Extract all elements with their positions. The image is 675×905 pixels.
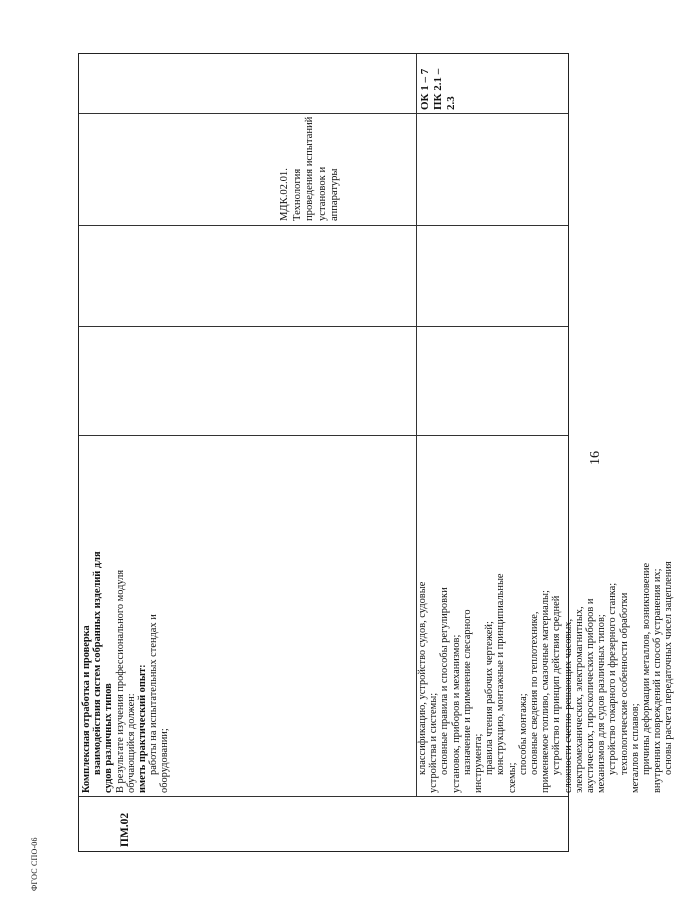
mdk-line: МДК.02.01. — [279, 168, 290, 221]
mdk-line: проведения испытаний — [304, 116, 316, 221]
list-line: сложности счетно-решающих часовых, — [562, 618, 574, 793]
module-title-line: взаимодействия систем собранных изделий для — [92, 551, 104, 775]
list-line: металлов и сплавов; — [629, 703, 641, 793]
list-line: основные правила и способы регулировки — [439, 587, 451, 775]
module-description — [81, 551, 171, 793]
list-line: причины деформации металлов, возникновение — [641, 562, 653, 775]
mdk-line: Технология — [291, 168, 303, 221]
list-line: правила чтения рабочих чертежей; — [484, 621, 496, 775]
list-line: конструкцию, монтажные и принципиальные — [495, 573, 507, 775]
experience-label: иметь практический опыт: — [137, 664, 149, 793]
list-line: схемы; — [506, 762, 518, 793]
footer-text: ФГОС СПО-06 — [30, 837, 39, 891]
list-line: инструмента; — [473, 733, 485, 793]
list-line: устройство токарного и фрезерного станка; — [607, 582, 619, 775]
list-line: технологические особенности обработки — [618, 592, 630, 775]
list-line: установок, приборов и механизмов; — [450, 634, 462, 793]
module-text-line: работы на испытательных стендах и — [148, 614, 160, 775]
list-line: устройства и системы; — [428, 692, 440, 793]
mdk-line: аппаратуры — [329, 168, 341, 221]
list-line: классификацию, устройство судов, судовые — [417, 581, 428, 775]
module-title-line: судов различных типов — [103, 683, 115, 793]
competencies-row1 — [419, 54, 458, 110]
column-divider — [79, 225, 568, 226]
competency-pk: ПК 2.1 – 2.3 — [432, 68, 457, 110]
list-line: применяемое топливо, смазочные материалы; — [540, 590, 552, 793]
module-text-line: обучающийся должен: — [125, 693, 137, 793]
list-line: внутренних повреждений и способ устранения их; — [652, 568, 664, 793]
list-line: основы расчета передаточных чисел зацепления — [663, 561, 675, 775]
page-number: 16 — [588, 451, 603, 465]
module-title-line: Комплексная отработка и проверка — [81, 625, 92, 793]
module-text-line: В результате изучения профессионального модуля — [114, 569, 126, 793]
module-code: ПМ.02 — [119, 812, 131, 847]
list-line: механизмов для судов различных типов; — [596, 614, 608, 793]
module-text-line: оборудовании; — [159, 728, 171, 793]
list-line: акустических, гироскопических приборов и — [585, 598, 597, 793]
list-line: устройство и принцип действия средней — [551, 595, 563, 775]
column-divider — [79, 326, 568, 327]
list-line: электромеханических, электромагнитных, — [573, 606, 585, 793]
column-divider — [79, 435, 568, 436]
mdk-line: установок и — [316, 166, 328, 221]
list-line: назначение и применение слесарного — [461, 609, 473, 775]
mdk-cell — [279, 117, 342, 221]
knowledge-list — [417, 561, 675, 793]
competency-ok: ОК 1 – 7 — [419, 68, 431, 110]
column-divider — [79, 113, 568, 114]
column-divider — [79, 796, 568, 797]
list-line: основные сведения по теплотехнике, — [529, 611, 541, 775]
list-line: способы монтажа; — [517, 693, 529, 775]
